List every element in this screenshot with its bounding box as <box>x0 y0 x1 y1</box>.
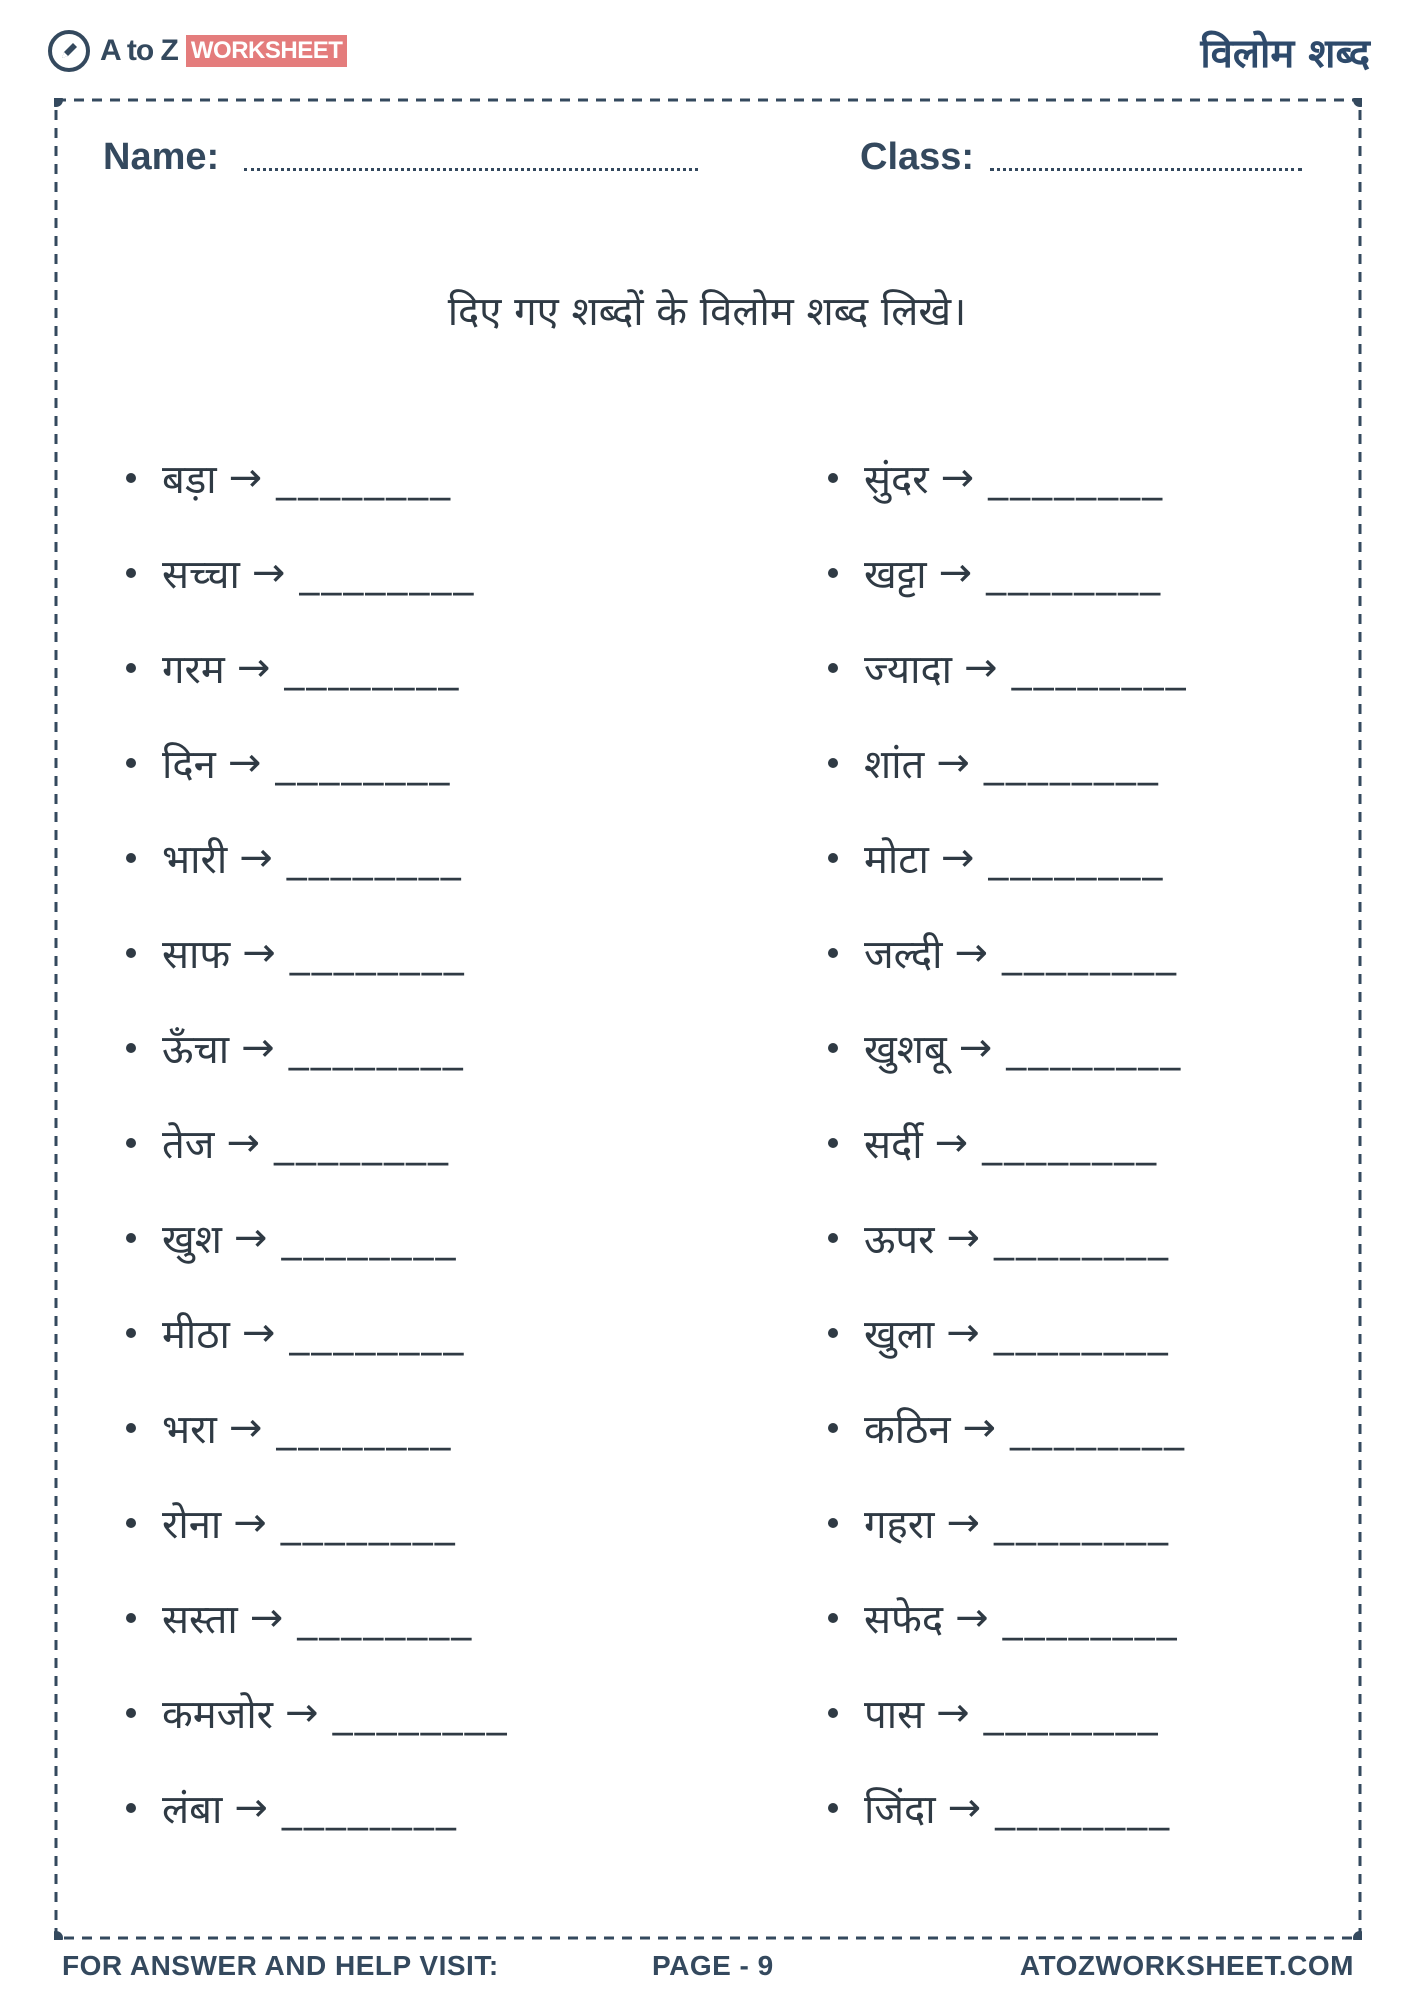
logo-text: A to Z <box>100 34 178 67</box>
word-item <box>828 1760 1388 1855</box>
arrow-icon: → <box>228 454 263 501</box>
answer-blank[interactable]: ________ <box>281 1784 458 1831</box>
word-item <box>828 1665 1388 1760</box>
word-item <box>126 1285 686 1380</box>
bullet-icon <box>828 1708 838 1718</box>
bullet-icon <box>828 1423 838 1433</box>
word-item <box>126 1665 686 1760</box>
bullet-icon <box>126 1423 136 1433</box>
brand-logo <box>48 26 347 76</box>
arrow-icon: → <box>242 929 276 976</box>
word-item <box>126 1475 686 1570</box>
bullet-icon <box>126 568 136 578</box>
answer-blank[interactable]: ________ <box>289 1309 466 1356</box>
bullet-icon <box>828 948 838 958</box>
word-item <box>828 1570 1388 1665</box>
answer-blank[interactable]: ________ <box>983 1689 1160 1736</box>
answer-blank[interactable]: ________ <box>284 644 461 691</box>
bullet-icon <box>828 568 838 578</box>
footer-website-link[interactable]: ATOZWORKSHEET.COM <box>1019 1950 1354 1981</box>
word-item <box>828 430 1388 525</box>
word-text: सच्चा <box>162 552 240 598</box>
word-text: लंबा <box>162 1787 223 1833</box>
word-text: सस्ता <box>162 1597 238 1643</box>
word-item <box>126 810 686 905</box>
arrow-icon: → <box>236 644 271 691</box>
answer-blank[interactable]: ________ <box>994 1214 1170 1261</box>
bullet-icon <box>126 663 136 673</box>
answer-blank[interactable]: ________ <box>1011 644 1188 691</box>
answer-blank[interactable]: ________ <box>288 1024 465 1071</box>
answer-blank[interactable]: ________ <box>281 1214 458 1261</box>
arrow-icon: → <box>226 1119 260 1166</box>
bullet-icon <box>126 948 136 958</box>
bullet-icon <box>126 1518 136 1528</box>
word-text: खुशबू <box>864 1027 947 1073</box>
arrow-icon: → <box>234 1784 268 1831</box>
bullet-icon <box>126 758 136 768</box>
word-text: शांत <box>864 742 925 788</box>
answer-blank[interactable]: ________ <box>276 454 453 501</box>
arrow-icon: → <box>936 1689 970 1736</box>
word-text: दिन <box>162 742 216 788</box>
bullet-icon <box>828 758 838 768</box>
word-item <box>828 715 1388 810</box>
arrow-icon: → <box>962 1404 997 1451</box>
bullet-icon <box>126 853 136 863</box>
footer-page-number: PAGE - 9 <box>652 1950 774 1981</box>
bullet-icon <box>126 1803 136 1813</box>
bullet-icon <box>828 853 838 863</box>
arrow-icon: → <box>955 1594 989 1641</box>
arrow-icon: → <box>233 1499 267 1546</box>
bullet-icon <box>126 1613 136 1623</box>
answer-blank[interactable]: ________ <box>275 739 452 786</box>
word-text: खुश <box>162 1217 222 1263</box>
word-text: कठिन <box>864 1407 951 1453</box>
word-item <box>828 905 1388 1000</box>
page-title: विलोम शब्द <box>1200 31 1370 77</box>
answer-blank[interactable]: ________ <box>297 1594 474 1641</box>
word-text: सुंदर <box>864 457 929 503</box>
bullet-icon <box>126 1043 136 1053</box>
answer-blank[interactable]: ________ <box>274 1119 450 1166</box>
word-text: रोना <box>162 1502 222 1548</box>
bullet-icon <box>126 1328 136 1338</box>
word-item <box>126 525 686 620</box>
arrow-icon: → <box>946 1309 980 1356</box>
word-item <box>828 1095 1388 1190</box>
arrow-icon: → <box>958 1024 993 1071</box>
arrow-icon: → <box>940 834 975 881</box>
word-text: खुला <box>864 1312 935 1358</box>
arrow-icon: → <box>228 1404 263 1451</box>
answer-blank[interactable]: ________ <box>988 454 1165 501</box>
word-text: जल्दी <box>864 932 943 978</box>
bullet-icon <box>828 1803 838 1813</box>
word-text: भारी <box>162 837 228 883</box>
answer-blank[interactable]: ________ <box>332 1689 509 1736</box>
arrow-icon: → <box>946 1499 980 1546</box>
answer-blank[interactable]: ________ <box>299 549 476 596</box>
arrow-icon: → <box>964 644 998 691</box>
word-text: कमजोर <box>162 1692 274 1738</box>
word-item <box>126 1380 686 1475</box>
word-item <box>126 1760 686 1855</box>
word-text: मोटा <box>864 837 929 883</box>
bullet-icon <box>828 1518 838 1528</box>
answer-blank[interactable]: ________ <box>289 929 466 976</box>
answer-blank[interactable]: ________ <box>983 739 1160 786</box>
bullet-icon <box>828 1613 838 1623</box>
answer-blank[interactable]: ________ <box>280 1499 457 1546</box>
answer-blank[interactable]: ________ <box>1002 929 1179 976</box>
bullet-icon <box>828 1138 838 1148</box>
word-text: गहरा <box>864 1502 935 1548</box>
answer-blank[interactable]: ________ <box>286 834 463 881</box>
bullet-icon <box>828 473 838 483</box>
word-item <box>828 810 1388 905</box>
answer-blank[interactable]: ________ <box>982 1119 1159 1166</box>
word-item <box>828 620 1388 715</box>
arrow-icon: → <box>233 1214 268 1261</box>
answer-blank[interactable]: ________ <box>994 1499 1170 1546</box>
answer-blank[interactable]: ________ <box>1006 1024 1183 1071</box>
word-text: भरा <box>162 1407 217 1453</box>
word-text: खट्टा <box>864 552 927 598</box>
arrow-icon: → <box>954 929 989 976</box>
word-text: मीठा <box>162 1312 230 1358</box>
right-word-list <box>828 430 1388 1855</box>
arrow-icon: → <box>285 1689 319 1736</box>
arrow-icon: → <box>938 549 973 596</box>
word-item <box>126 1190 686 1285</box>
instruction-text: दिए गए शब्दों के विलोम शब्द लिखे। <box>447 289 967 335</box>
word-item <box>126 430 686 525</box>
bullet-icon <box>126 1708 136 1718</box>
word-text: बड़ा <box>162 457 217 503</box>
word-item <box>126 715 686 810</box>
word-text: तेज <box>162 1122 215 1168</box>
left-word-list <box>126 430 686 1855</box>
bullet-icon <box>126 1138 136 1148</box>
word-text: पास <box>864 1692 925 1738</box>
bullet-icon <box>828 1328 838 1338</box>
pencil-icon <box>48 30 90 72</box>
bullet-icon <box>828 663 838 673</box>
arrow-icon: → <box>947 1784 982 1831</box>
logo-badge: WORKSHEET <box>186 35 348 67</box>
footer-help-text: FOR ANSWER AND HELP VISIT: <box>62 1950 499 1981</box>
word-item <box>126 620 686 715</box>
word-item <box>126 905 686 1000</box>
arrow-icon: → <box>249 1594 284 1641</box>
word-item <box>828 1475 1388 1570</box>
word-item <box>126 1000 686 1095</box>
word-text: सर्दी <box>864 1122 923 1168</box>
arrow-icon: → <box>936 739 970 786</box>
answer-blank[interactable]: ________ <box>995 1784 1172 1831</box>
word-item <box>828 1285 1388 1380</box>
answer-blank[interactable]: ________ <box>993 1309 1170 1356</box>
name-field[interactable] <box>244 168 698 171</box>
word-item <box>828 1380 1388 1475</box>
word-text: जिंदा <box>864 1787 936 1833</box>
class-label: Class: <box>860 136 975 178</box>
word-text: साफ <box>162 932 231 978</box>
word-text: ज्यादा <box>864 647 953 693</box>
word-text: सफेद <box>864 1597 944 1643</box>
bullet-icon <box>126 473 136 483</box>
word-text: ऊँचा <box>162 1027 230 1073</box>
word-item <box>828 1000 1388 1095</box>
arrow-icon: → <box>241 1024 275 1071</box>
answer-blank[interactable]: ________ <box>1010 1404 1187 1451</box>
word-text: गरम <box>162 647 225 693</box>
bullet-icon <box>828 1233 838 1243</box>
bullet-icon <box>828 1043 838 1053</box>
arrow-icon: → <box>940 454 975 501</box>
bullet-icon <box>126 1233 136 1243</box>
arrow-icon: → <box>239 834 273 881</box>
arrow-icon: → <box>934 1119 969 1166</box>
arrow-icon: → <box>946 1214 980 1261</box>
word-text: ऊपर <box>864 1217 935 1263</box>
class-field[interactable] <box>990 168 1302 171</box>
arrow-icon: → <box>251 549 286 596</box>
word-item <box>126 1570 686 1665</box>
arrow-icon: → <box>241 1309 276 1356</box>
answer-blank[interactable]: ________ <box>986 549 1163 596</box>
word-item <box>126 1095 686 1190</box>
arrow-icon: → <box>227 739 262 786</box>
answer-blank[interactable]: ________ <box>1002 1594 1179 1641</box>
name-label: Name: <box>103 136 220 178</box>
word-item <box>828 1190 1388 1285</box>
word-item <box>828 525 1388 620</box>
answer-blank[interactable]: ________ <box>276 1404 453 1451</box>
answer-blank[interactable]: ________ <box>988 834 1165 881</box>
